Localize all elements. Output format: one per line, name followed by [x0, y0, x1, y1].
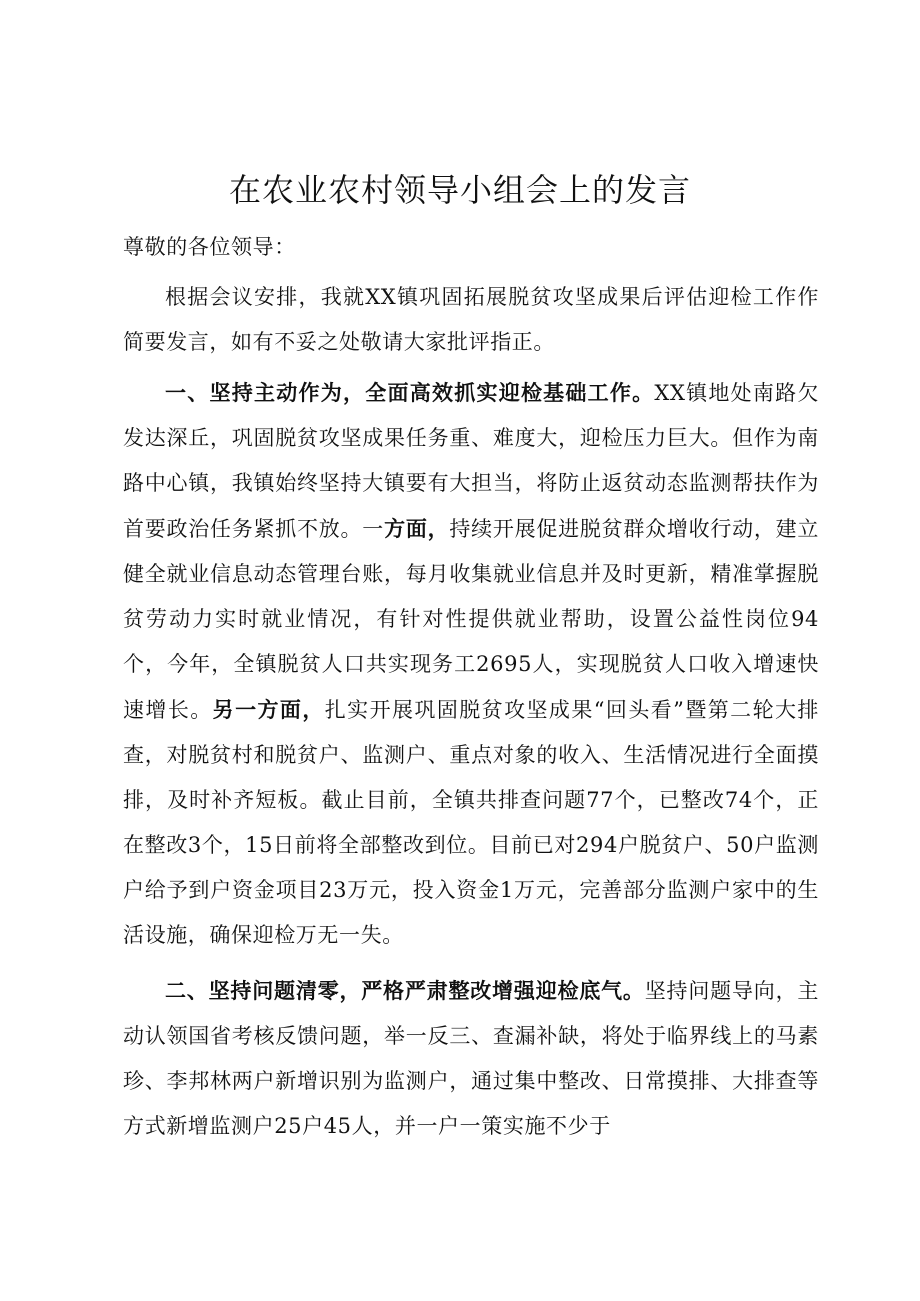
section1-heading: 一、坚持主动作为，全面高效抓实迎检基础工作。: [165, 380, 655, 405]
section1-bold-a: 方面，: [384, 516, 450, 541]
section2-text: 坚持问题导向，主动认领国省考核反馈问题，举一反三、查漏补缺，将处于临界线上的马素珍、李邦林两户新增识别为监测户，通过集中整改、日常摸排、大排查等方式新增监测户25户45人，并一户一策实施不少于: [123, 979, 819, 1138]
section2-heading: 二、坚持问题清零，严格严肃整改增强迎检底气。: [165, 978, 645, 1003]
document-body: [123, 225, 819, 1149]
section1-text-b: 持续开展促进脱贫群众增收行动，建立健全就业信息动态管理台账，每月收集就业信息并及时更新，精准掌握脱贫劳动力实时就业情况，有针对性提供就业帮助，设置公益性岗位94个，今年，全镇脱贫人口共实现务工2695人，实现脱贫人口收入增速快速增长。: [123, 517, 819, 722]
document-title: 在农业农村领导小组会上的发言: [228, 171, 691, 209]
salutation: 尊敬的各位领导：: [123, 235, 296, 259]
section2-paragraph: [123, 968, 819, 1149]
section1-text-a: XX镇地处南路欠发达深丘，巩固脱贫攻坚成果任务重、难度大，迎检压力巨大。但作为南路中心镇，我镇始终坚持大镇要有大担当，将防止返贫动态监测帮扶作为首要政治任务紧抓不放。一: [123, 381, 819, 541]
section1-paragraph: [123, 370, 819, 958]
intro-paragraph: 根据会议安排，我就XX镇巩固拓展脱贫攻坚成果后评估迎检工作作简要发言，如有不妥之处敬请大家批评指正。: [123, 285, 819, 354]
section1-bold-b: 另一方面，: [212, 697, 325, 722]
section1-text-c: 扎实开展巩固脱贫攻坚成果“回头看”暨第二轮大排查，对脱贫村和脱贫户、监测户、重点对象的收入、生活情况进行全面摸排，及时补齐短板。截止目前，全镇共排查问题77个，已整改74个，正在整改3个，15日前将全部整改到位。目前已对294户脱贫户、50户监测户给予到户资金项目23万元，投入资金1万元，完善部分监测户家中的生活设施，确保迎检万无一失。: [123, 698, 819, 947]
